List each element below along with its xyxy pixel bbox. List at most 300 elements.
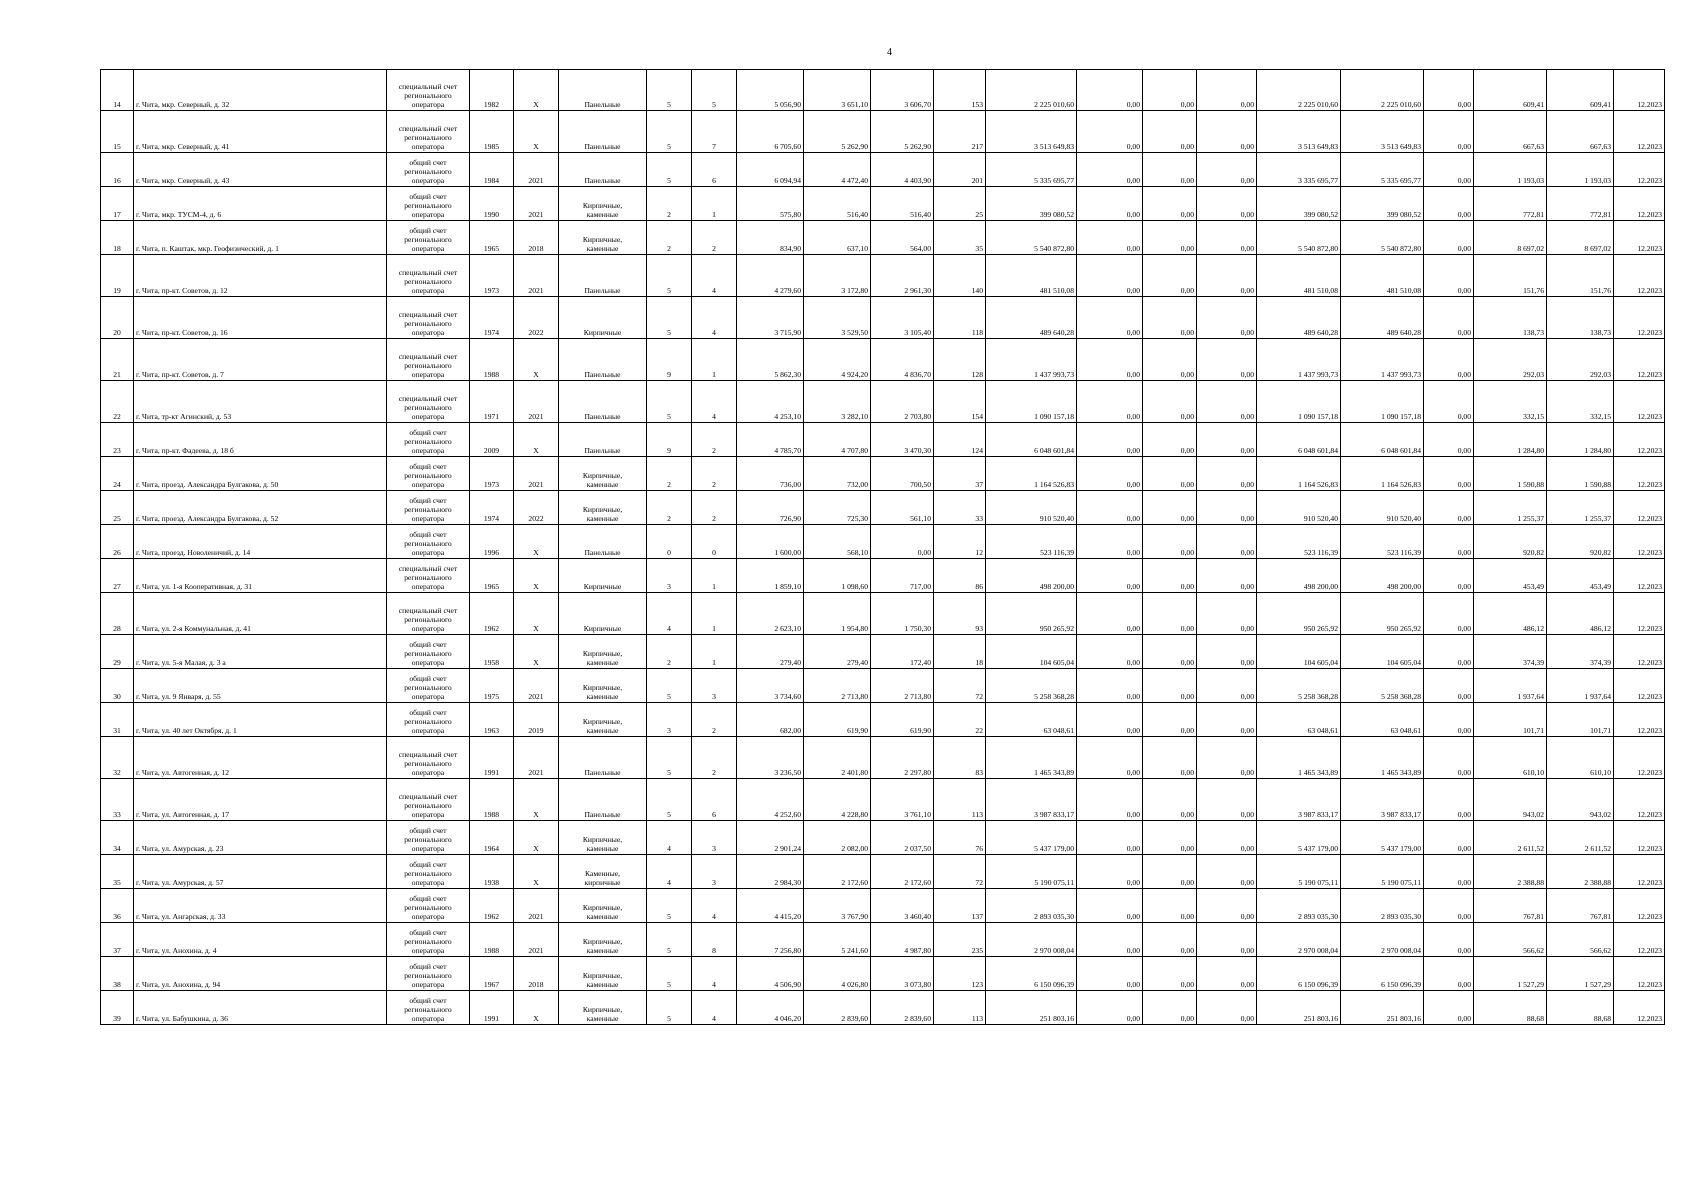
local-funds-cell: 0,00 [1197,111,1257,153]
floors-cell: 2 [647,635,692,669]
other-funds-cell: 0,00 [1424,889,1474,923]
address-cell: г. Чита, ул. Автогенная, д. 12 [134,737,387,779]
federal-funds-cell: 0,00 [1077,991,1143,1025]
cell-line: каменные [586,725,619,735]
max-unit-cost-cell: 1 284,80 [1547,423,1614,457]
table-row [101,855,1665,889]
wall-material-cell [559,221,647,255]
other-funds-cell: 0,00 [1424,957,1474,991]
residents-cell: 217 [934,111,986,153]
wall-material-cell [559,70,647,111]
local-funds-cell: 0,00 [1197,855,1257,889]
build-year-cell: 1967 [470,957,514,991]
residents-cell: 113 [934,991,986,1025]
max-unit-cost-cell: 1 937,64 [1547,669,1614,703]
other-funds-cell: 0,00 [1424,423,1474,457]
other-funds-cell: 0,00 [1424,559,1474,593]
local-funds-cell: 0,00 [1197,821,1257,855]
total-area-cell: 575,80 [737,187,804,221]
owner-funds-cell: 5 258 368,28 [1257,669,1341,703]
entrances-cell: 6 [692,779,737,821]
entrances-cell: 4 [692,255,737,297]
cell-line: кирпичные [584,877,621,887]
regional-funds-cell: 0,00 [1143,187,1197,221]
build-year-cell: 1974 [470,297,514,339]
total-area-cell: 682,00 [737,703,804,737]
row-number: 36 [101,889,134,923]
entrances-cell: 3 [692,669,737,703]
regional-funds-cell: 0,00 [1143,889,1197,923]
max-unit-cost-cell: 566,62 [1547,923,1614,957]
total-cost-cell: 3 513 649,83 [986,111,1077,153]
private-area-cell: 561,10 [871,491,934,525]
table-row [101,187,1665,221]
other-funds-cell: 0,00 [1424,703,1474,737]
total-area-cell: 5 056,90 [737,70,804,111]
cell-line: Кирпичные [583,581,622,591]
entrances-cell: 0 [692,525,737,559]
max-unit-cost-cell: 2 611,52 [1547,821,1614,855]
unit-cost-cell: 2 388,88 [1474,855,1547,889]
cell-line: регионального [404,758,452,768]
cell-line: специальный счет [398,267,458,277]
account-type-cell [387,70,470,111]
repair-year-cell: X [514,559,559,593]
unit-cost-cell: 374,39 [1474,635,1547,669]
owner-funds-total-cell: 1 164 526,83 [1341,457,1424,491]
account-type-cell [387,991,470,1025]
owner-funds-cell: 6 048 601,84 [1257,423,1341,457]
total-cost-cell: 104 605,04 [986,635,1077,669]
unit-cost-cell: 772,81 [1474,187,1547,221]
residents-cell: 76 [934,821,986,855]
regional-funds-cell: 0,00 [1143,703,1197,737]
row-number: 18 [101,221,134,255]
row-number: 31 [101,703,134,737]
table-row [101,635,1665,669]
account-type-cell [387,889,470,923]
unit-cost-cell: 610,10 [1474,737,1547,779]
residents-cell: 154 [934,381,986,423]
repair-year-cell: X [514,111,559,153]
other-funds-cell: 0,00 [1424,457,1474,491]
living-area-cell: 5 262,90 [804,111,871,153]
living-area-cell: 1 954,80 [804,593,871,635]
cell-line: регионального [404,682,452,692]
account-type-cell [387,779,470,821]
local-funds-cell: 0,00 [1197,889,1257,923]
address-cell: г. Чита, ул. Анохина, д. 94 [134,957,387,991]
build-year-cell: 1962 [470,593,514,635]
cell-line: Кирпичные, [582,970,623,980]
max-unit-cost-cell: 88,68 [1547,991,1614,1025]
cell-line: общий счет [409,529,447,539]
local-funds-cell: 0,00 [1197,491,1257,525]
repair-year-cell: X [514,855,559,889]
floors-cell: 3 [647,559,692,593]
max-unit-cost-cell: 332,15 [1547,381,1614,423]
regional-funds-cell: 0,00 [1143,737,1197,779]
local-funds-cell: 0,00 [1197,423,1257,457]
cell-line: регионального [404,234,452,244]
owner-funds-cell: 251 803,16 [1257,991,1341,1025]
cell-line: каменные [586,209,619,219]
local-funds-cell: 0,00 [1197,923,1257,957]
table-row [101,111,1665,153]
total-cost-cell: 5 335 695,77 [986,153,1077,187]
cell-line: общий счет [409,893,447,903]
repair-year-cell: X [514,70,559,111]
total-area-cell: 4 046,20 [737,991,804,1025]
cell-line: общий счет [409,225,447,235]
entrances-cell: 2 [692,491,737,525]
wall-material-cell [559,111,647,153]
cell-line: специальный счет [398,605,458,615]
table-body [101,70,1665,1025]
address-cell: г. Чита, ул. Ангарская, д. 33 [134,889,387,923]
floors-cell: 5 [647,153,692,187]
completion-date-cell: 12.2023 [1614,635,1665,669]
account-type-cell [387,669,470,703]
cell-line: Кирпичные, [582,716,623,726]
living-area-cell: 2 401,80 [804,737,871,779]
cell-line: регионального [404,90,452,100]
cell-line: Панельные [584,767,621,777]
floors-cell: 2 [647,491,692,525]
cell-line: общий счет [409,427,447,437]
build-year-cell: 1990 [470,187,514,221]
cell-line: специальный счет [398,393,458,403]
repair-year-cell: X [514,423,559,457]
cell-line: оператора [411,243,445,253]
address-cell: г. Чита, ул. Анохина, д. 4 [134,923,387,957]
federal-funds-cell: 0,00 [1077,70,1143,111]
entrances-cell: 2 [692,703,737,737]
account-type-cell [387,559,470,593]
other-funds-cell: 0,00 [1424,111,1474,153]
account-type-cell [387,381,470,423]
build-year-cell: 1991 [470,991,514,1025]
private-area-cell: 4 836,70 [871,339,934,381]
table-row [101,669,1665,703]
total-area-cell: 1 600,00 [737,525,804,559]
residents-cell: 83 [934,737,986,779]
owner-funds-cell: 399 080,52 [1257,187,1341,221]
cell-line: регионального [404,648,452,658]
cell-line: специальный счет [398,351,458,361]
total-cost-cell: 489 640,28 [986,297,1077,339]
cell-line: Панельные [584,547,621,557]
floors-cell: 3 [647,703,692,737]
cell-line: регионального [404,572,452,582]
completion-date-cell: 12.2023 [1614,559,1665,593]
repair-year-cell: 2021 [514,889,559,923]
build-year-cell: 1965 [470,221,514,255]
completion-date-cell: 12.2023 [1614,703,1665,737]
other-funds-cell: 0,00 [1424,153,1474,187]
completion-date-cell: 12.2023 [1614,491,1665,525]
floors-cell: 5 [647,779,692,821]
residents-cell: 18 [934,635,986,669]
cell-line: регионального [404,538,452,548]
max-unit-cost-cell: 772,81 [1547,187,1614,221]
private-area-cell: 3 606,70 [871,70,934,111]
completion-date-cell: 12.2023 [1614,70,1665,111]
max-unit-cost-cell: 1 527,29 [1547,957,1614,991]
max-unit-cost-cell: 453,49 [1547,559,1614,593]
build-year-cell: 1958 [470,635,514,669]
private-area-cell: 4 987,80 [871,923,934,957]
address-cell: г. Чита, ул. 40 лет Октября, д. 1 [134,703,387,737]
owner-funds-total-cell: 251 803,16 [1341,991,1424,1025]
regional-funds-cell: 0,00 [1143,923,1197,957]
entrances-cell: 1 [692,635,737,669]
repair-year-cell: 2021 [514,923,559,957]
completion-date-cell: 12.2023 [1614,593,1665,635]
living-area-cell: 725,30 [804,491,871,525]
cell-line: регионального [404,614,452,624]
table-row [101,381,1665,423]
unit-cost-cell: 332,15 [1474,381,1547,423]
cell-line: Кирпичные, [582,234,623,244]
max-unit-cost-cell: 1 590,88 [1547,457,1614,491]
other-funds-cell: 0,00 [1424,187,1474,221]
completion-date-cell: 12.2023 [1614,187,1665,221]
table-row [101,991,1665,1025]
address-cell: г. Чита, мкр. Северный, д. 43 [134,153,387,187]
cell-line: Панельные [584,285,621,295]
owner-funds-total-cell: 6 150 096,39 [1341,957,1424,991]
cell-line: регионального [404,132,452,142]
total-cost-cell: 1 465 343,89 [986,737,1077,779]
total-cost-cell: 63 048,61 [986,703,1077,737]
entrances-cell: 4 [692,957,737,991]
repair-year-cell: X [514,779,559,821]
total-area-cell: 4 506,90 [737,957,804,991]
federal-funds-cell: 0,00 [1077,381,1143,423]
federal-funds-cell: 0,00 [1077,559,1143,593]
private-area-cell: 700,50 [871,457,934,491]
local-funds-cell: 0,00 [1197,593,1257,635]
cell-line: регионального [404,716,452,726]
cell-line: оператора [411,445,445,455]
repair-year-cell: 2018 [514,957,559,991]
completion-date-cell: 12.2023 [1614,221,1665,255]
row-number: 25 [101,491,134,525]
completion-date-cell: 12.2023 [1614,381,1665,423]
living-area-cell: 1 098,60 [804,559,871,593]
regional-funds-cell: 0,00 [1143,339,1197,381]
address-cell: г. Чита, мкр. ТУСМ-4, д. 6 [134,187,387,221]
completion-date-cell: 12.2023 [1614,821,1665,855]
local-funds-cell: 0,00 [1197,70,1257,111]
federal-funds-cell: 0,00 [1077,821,1143,855]
cell-line: оператора [411,513,445,523]
unit-cost-cell: 101,71 [1474,703,1547,737]
other-funds-cell: 0,00 [1424,381,1474,423]
table-row [101,297,1665,339]
repair-year-cell: X [514,593,559,635]
owner-funds-total-cell: 3 513 649,83 [1341,111,1424,153]
build-year-cell: 1965 [470,559,514,593]
build-year-cell: 1988 [470,923,514,957]
total-cost-cell: 481 510,08 [986,255,1077,297]
living-area-cell: 3 651,10 [804,70,871,111]
address-cell: г. Чита, ул. 1-я Кооперативная, д. 31 [134,559,387,593]
other-funds-cell: 0,00 [1424,737,1474,779]
build-year-cell: 1982 [470,70,514,111]
living-area-cell: 568,10 [804,525,871,559]
cell-line: каменные [586,479,619,489]
wall-material-cell [559,457,647,491]
federal-funds-cell: 0,00 [1077,855,1143,889]
total-area-cell: 6 094,94 [737,153,804,187]
owner-funds-cell: 498 200,00 [1257,559,1341,593]
cell-line: регионального [404,868,452,878]
wall-material-cell [559,593,647,635]
private-area-cell: 4 403,90 [871,153,934,187]
owner-funds-total-cell: 1 465 343,89 [1341,737,1424,779]
wall-material-cell [559,779,647,821]
floors-cell: 2 [647,221,692,255]
federal-funds-cell: 0,00 [1077,187,1143,221]
cell-line: общий счет [409,927,447,937]
owner-funds-cell: 104 605,04 [1257,635,1341,669]
owner-funds-cell: 63 048,61 [1257,703,1341,737]
max-unit-cost-cell: 374,39 [1547,635,1614,669]
row-number: 27 [101,559,134,593]
build-year-cell: 1988 [470,339,514,381]
unit-cost-cell: 88,68 [1474,991,1547,1025]
living-area-cell: 516,40 [804,187,871,221]
residents-cell: 33 [934,491,986,525]
floors-cell: 5 [647,255,692,297]
table-row [101,457,1665,491]
table-row [101,70,1665,111]
cell-line: регионального [404,936,452,946]
account-type-cell [387,153,470,187]
cell-line: регионального [404,402,452,412]
total-area-cell: 4 279,60 [737,255,804,297]
federal-funds-cell: 0,00 [1077,525,1143,559]
repair-year-cell: 2021 [514,381,559,423]
local-funds-cell: 0,00 [1197,669,1257,703]
private-area-cell: 2 839,60 [871,991,934,1025]
account-type-cell [387,737,470,779]
local-funds-cell: 0,00 [1197,457,1257,491]
total-cost-cell: 5 190 075,11 [986,855,1077,889]
owner-funds-total-cell: 104 605,04 [1341,635,1424,669]
residents-cell: 86 [934,559,986,593]
local-funds-cell: 0,00 [1197,221,1257,255]
build-year-cell: 1984 [470,153,514,187]
build-year-cell: 1996 [470,525,514,559]
completion-date-cell: 12.2023 [1614,153,1665,187]
housing-register-table [100,69,1665,1025]
floors-cell: 2 [647,457,692,491]
table-row [101,491,1665,525]
max-unit-cost-cell: 609,41 [1547,70,1614,111]
private-area-cell: 3 105,40 [871,297,934,339]
living-area-cell: 279,40 [804,635,871,669]
owner-funds-total-cell: 5 437 179,00 [1341,821,1424,855]
cell-line: регионального [404,436,452,446]
unit-cost-cell: 767,81 [1474,889,1547,923]
account-type-cell [387,635,470,669]
entrances-cell: 4 [692,297,737,339]
build-year-cell: 1973 [470,255,514,297]
private-area-cell: 172,40 [871,635,934,669]
federal-funds-cell: 0,00 [1077,957,1143,991]
cell-line: Каменные, [584,868,620,878]
wall-material-cell [559,669,647,703]
address-cell: г. Чита, п. Каштак, мкр. Геофизический, д. 1 [134,221,387,255]
repair-year-cell: 2022 [514,297,559,339]
row-number: 17 [101,187,134,221]
other-funds-cell: 0,00 [1424,221,1474,255]
owner-funds-cell: 3 987 833,17 [1257,779,1341,821]
private-area-cell: 3 761,10 [871,779,934,821]
address-cell: г. Чита, ул. Автогенная, д. 17 [134,779,387,821]
table-row [101,221,1665,255]
cell-line: каменные [586,1013,619,1023]
completion-date-cell: 12.2023 [1614,255,1665,297]
owner-funds-total-cell: 2 970 008,04 [1341,923,1424,957]
cell-line: регионального [404,902,452,912]
completion-date-cell: 12.2023 [1614,737,1665,779]
wall-material-cell [559,491,647,525]
address-cell: г. Чита, ул. Амурская, д. 23 [134,821,387,855]
wall-material-cell [559,957,647,991]
cell-line: специальный счет [398,123,458,133]
other-funds-cell: 0,00 [1424,525,1474,559]
row-number: 21 [101,339,134,381]
repair-year-cell: X [514,821,559,855]
cell-line: оператора [411,581,445,591]
completion-date-cell: 12.2023 [1614,525,1665,559]
account-type-cell [387,457,470,491]
account-type-cell [387,111,470,153]
private-area-cell: 717,00 [871,559,934,593]
completion-date-cell: 12.2023 [1614,457,1665,491]
other-funds-cell: 0,00 [1424,669,1474,703]
federal-funds-cell: 0,00 [1077,703,1143,737]
cell-line: каменные [586,843,619,853]
address-cell: г. Чита, проезд. Александра Булгакова, д. 50 [134,457,387,491]
max-unit-cost-cell: 767,81 [1547,889,1614,923]
repair-year-cell: 2021 [514,187,559,221]
cell-line: оператора [411,369,445,379]
living-area-cell: 4 026,80 [804,957,871,991]
owner-funds-cell: 3 513 649,83 [1257,111,1341,153]
completion-date-cell: 12.2023 [1614,111,1665,153]
total-cost-cell: 399 080,52 [986,187,1077,221]
table-row [101,923,1665,957]
table-row [101,339,1665,381]
owner-funds-cell: 1 164 526,83 [1257,457,1341,491]
entrances-cell: 2 [692,221,737,255]
unit-cost-cell: 2 611,52 [1474,821,1547,855]
table-row [101,779,1665,821]
cell-line: регионального [404,970,452,980]
cell-line: общий счет [409,639,447,649]
other-funds-cell: 0,00 [1424,593,1474,635]
total-cost-cell: 5 258 368,28 [986,669,1077,703]
wall-material-cell [559,339,647,381]
unit-cost-cell: 667,63 [1474,111,1547,153]
total-cost-cell: 1 164 526,83 [986,457,1077,491]
entrances-cell: 7 [692,111,737,153]
